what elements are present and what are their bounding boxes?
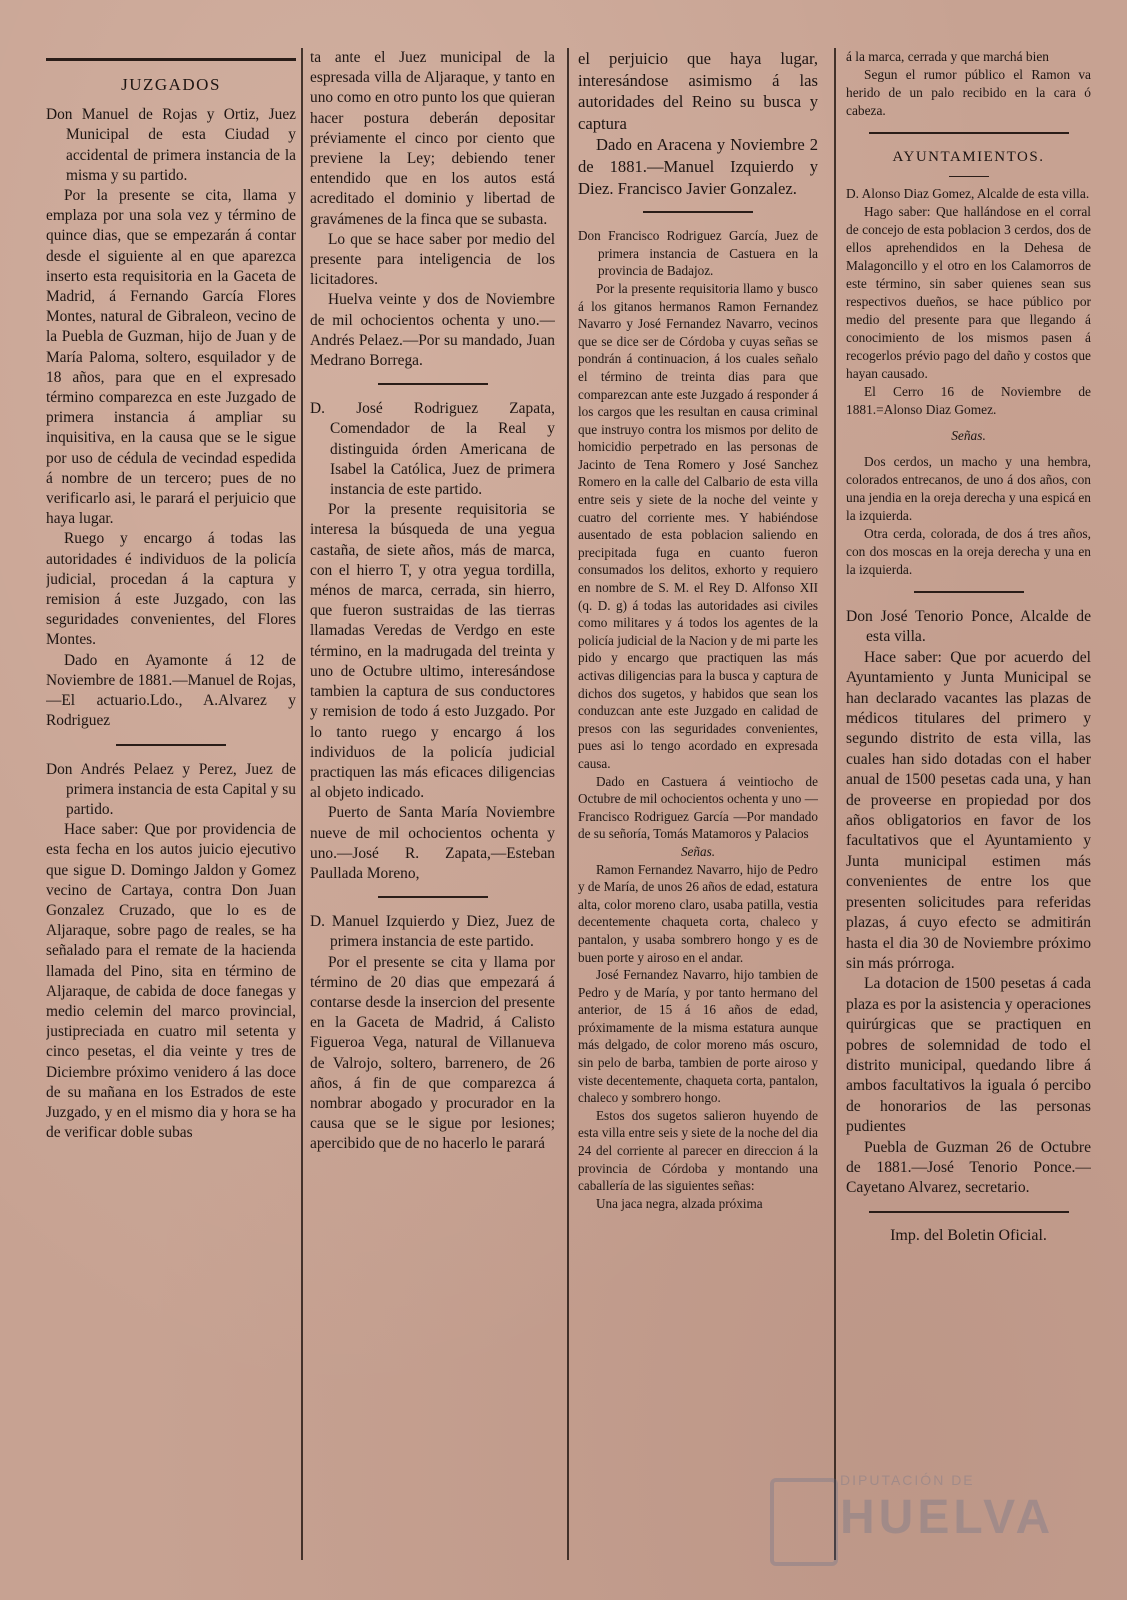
notice-paragraph: Estos dos sugetos salieron huyendo de esta villa entre seis y siete de la noche del dia 24 del corriente al parecer en direccion á la provincia de Córdoba y montando una caballería de las siguientes señas: [578,1107,818,1194]
notice-paragraph: José Fernandez Navarro, hijo tambien de Pedro y de María, y por tanto hermano del anterior, de 15 á 16 años de edad, próximamente de la misma estatura aunque más delgado, de color moreno más oscuro, sin pelo de barba, tambien de porte airoso y viste decentemente, chaqueta corta, pantalon, chaleco y sombrero hongo. [578,967,818,1106]
notice-header-text: D. José Rodriguez Zapata, Comendador de la Real y distinguida órden Americana de Isabel la Católica, Juez de primera instancia de este partido. [310,400,555,499]
notice-header-text: Don Andrés Pelaez y Perez, Juez de primera instancia de esta Capital y su partido. [46,760,296,818]
notice-paragraph: Ramon Fernandez Navarro, hijo de Pedro y de María, de unos 26 años de edad, estatura alta, color moreno claro, usaba patilla, vestia decentemente chaqueta corta, chaleco y pantalon, y usaba sombrero hongo y es de buen porte y airoso en el andar. [578,861,818,965]
imprint-line: Imp. del Boletin Oficial. [890,1226,1047,1244]
column-3 [578,48,818,1560]
column-2 [310,48,555,1560]
column-4 [846,48,1091,1560]
notice-paragraph: Segun el rumor público el Ramon va herido de un palo recibido en la cara ó cabeza. [846,67,1091,118]
notice-header [578,227,818,280]
separator-rule [378,896,488,898]
notice-signature: Dado en Ayamonte á 12 de Noviembre de 1881.—Manuel de Rojas,—El actuario.Ldo., A.Alvarez y Rodriguez [46,651,296,730]
senas-title: Señas. [680,843,716,859]
notice-header [310,912,555,952]
notice-header [310,399,555,500]
top-rule [46,58,296,61]
notice-paragraph: el perjuicio que haya lugar, interesándose asimismo á las autoridades del Reino su busca y captura [578,49,818,133]
notice-header [846,607,1091,648]
notice-paragraph: Hago saber: Que hallándose en el corral de concejo de esta poblacion 3 cerdos, dos de ellos aprehendidos en la Dehesa de Malagoncillo y el otro en los Calamorros de este término, sin saber quienes sean sus respectivos dueños, se hace público por medio del presente para que llegando á conocimiento de los mismos pasen á recogerlos prévio pago del daño y costos que hayan causado. [846,204,1091,381]
notice-signature: Dado en Aracena y Noviembre 2 de 1881.—Manuel Izquierdo y Diez. Francisco Javier Gonzalez. [578,135,818,198]
separator-rule [869,1211,1069,1213]
notice-paragraph: Por la presente requisitoria llamo y busco á los gitanos hermanos Ramon Fernandez Navarro y José Fernandez Navarro, vecinos que se dice ser de Córdoba y cuyas señas se pondrán á continuacion, á los cuales señalo el término de treinta dias para que comparezcan ante este Juzgado á responder á los cargos que les resultan en causa criminal que instruyo contra los mismos por delito de homicidio perpetrado en las personas de Jacinto de Tena Romero y José Sanchez Romero en la calle del Calbario de esta villa entre seis y siete de la noche del veinte y cuatro del corriente mes. Y habiéndose ausentado de esta poblacion saliendo en precipitada fuga en cuanto fueron consumados los delitos, exhorto y requiero en nombre de S. M. el Rey D. Alfonso XII (q. D. g) á todas las autoridades asi civiles como militares y á todos los agentes de la policía judicial de la Nacion y de mi parte les pido y encargo que practiquen las más activas diligencias para la busca y captura de dichos dos sugetos, y habidos que sean los conduzcan ante este Juzgado en calidad de presos con las seguridades convenientes, pues asi lo tengo acordado en expresada causa. [578,280,818,771]
notice-paragraph: Hace saber: Que por acuerdo del Ayuntamiento y Junta Municipal se han declarado vacantes las plazas de médicos titulares del primero y segundo distrito de esta villa, las cuales han sido dotadas con el haber anual de 1500 pesetas cada una, y han de proveerse en propiedad por dos años obligatorios en favor de los facultativos que el Ayuntamiento y Junta municipal estimen más convenientes de entre los que presenten solicitudes para referidas plazas, á cuyo efecto se admitirán hasta el dia 30 de Noviembre próximo sin más prórroga. [846,648,1091,972]
notice-paragraph: La dotacion de 1500 pesetas á cada plaza es por la asistencia y operaciones quirúrgicas que se practiquen en pobres de solemnidad de todo el distrito municipal, quedando libre á ambos facultativos la iguala ó percibo de honorarios de las personas pudientes [846,975,1091,1136]
separator-rule [869,132,1069,134]
notice-header-text: Don Manuel de Rojas y Ortiz, Juez Municipal de esta Ciudad y accidental de primera instancia de la misma y su partido. [46,106,296,184]
senas-title: Señas. [951,428,986,443]
notice-paragraph: Dos cerdos, un macho y una hembra, colorados entrecanos, de uno á dos años, con una jendia en la oreja derecha y una espicá en la izquierda. [846,454,1091,523]
notice-paragraph: Por el presente se cita y llama por término de 20 dias que empezará á contarse desde la insercion del presente en la Gaceta de Madrid, á Calisto Figueroa Vega, natural de Villanueva de Valrojo, soltero, barrenero, de 26 años, á fin de que comparezca á nombrar abogado y procurador en la causa que se le sigue por lesiones; apercibido que de no hacerlo le parará [310,953,555,1153]
notice-signature: Huelva veinte y dos de Noviembre de mil ochocientos ochenta y uno.—Andrés Pelaez.—Por su mandado, Juan Medrano Borrega. [310,291,555,370]
notice-header [846,185,1091,203]
notice-paragraph: Otra cerda, colorada, de dos á tres años, con dos moscas en la oreja derecha y una en la izquierda. [846,526,1091,577]
watermark-text: HUELVA [840,1491,1055,1544]
notice-paragraph: Lo que se hace saber por medio del presente para inteligencia de los licitadores. [310,230,555,289]
separator-rule [949,176,989,177]
column-divider [834,48,836,1560]
archive-watermark [770,1468,1090,1568]
notice-header-text: Don Francisco Rodriguez García, Juez de primera instancia de Castuera en la provincia de Badajoz. [578,228,818,279]
separator-rule [643,211,753,213]
notice-header [46,760,296,821]
section-heading-ayuntamientos: AYUNTAMIENTOS. [892,149,1045,165]
notice-paragraph: Por la presente se cita, llama y emplaza por una sola vez y término de quince dias, que se empezarán á contar desde el siguiente al en que aparezca inserto esta requisitoria en la Gaceta de Madrid, á Fernando García Flores Montes, natural de Gibraleon, vecino de la Puebla de Guzman, hijo de Juan y de María Paloma, soltero, esquilador y de 18 años, para que en el expresado término comparezca en este Juzgado de primera instancia á ampliar su inquisitiva, en la causa que se le sigue por uso de cédula de vecindad espedida á nombre de un tercero; pues de no verificarlo asi, le parará el perjuicio que haya lugar. [46,187,296,528]
separator-rule [116,744,226,746]
notice-header-text: Don José Tenorio Ponce, Alcalde de esta villa. [846,608,1091,646]
notice-body [846,648,1091,1199]
column-1 [46,48,296,1560]
section-heading-juzgados: JUZGADOS [121,75,221,94]
notice-header-text: D. Alonso Diaz Gomez, Alcalde de esta villa. [846,186,1090,201]
column-divider [301,48,303,1560]
coat-of-arms-icon [770,1478,838,1566]
separator-rule [914,591,1024,593]
notice-paragraph: Ruego y encargo á todas las autoridades é individuos de la policía judicial, procedan á la captura y remision á este Juzgado, con las seguridades convenientes, del Flores Montes. [46,530,296,649]
notice-paragraph: Hace saber: Que por providencia de esta fecha en los autos juicio ejecutivo que sigue D. Domingo Jaldon y Gomez vecino de Cartaya, contra Don Juan Gonzalez Cruzado, que lo es de Aljaraque, sobre pago de reales, se ha señalado para el remate de la hacienda llamada del Pino, sita en término de Aljaraque, de cabida de doce fanegas y medio celemin del marco provincial, justipreciada en cuatro mil setenta y cinco pesetas, el dia veinte y tres de Diciembre próximo venidero á las doce de su mañana en los Estrados de este Juzgado, y en el mismo dia y hora se ha de verificar doble subas [46,821,296,1142]
notice-paragraph: á la marca, cerrada y que marchá bien [846,49,1049,64]
notice-header [46,105,296,186]
notice-header-text: D. Manuel Izquierdo y Diez, Juez de primera instancia de este partido. [310,913,555,951]
column-divider [567,48,569,1560]
notice-signature: Puebla de Guzman 26 de Octubre de 1881.—José Tenorio Ponce.—Cayetano Alvarez, secretario. [846,1138,1091,1197]
notice-signature: Dado en Castuera á veintiocho de Octubre de mil ochocientos ochenta y uno —Francisco Rodriguez García —Por mandado de su señoría, Tomás Matamoros y Palacios [578,773,818,842]
notice-paragraph: Una jaca negra, alzada próxima [596,1195,763,1211]
notice-paragraph: Por la presente requisitoria se interesa la búsqueda de una yegua castaña, de siete años, más de marca, con el hierro T, y otra yegua tordilla, ménos de marca, cerrada, sin hierro, que fueron sustraidas de las tierras llamadas Veredas de Verdgo en este término, en la madrugada del treinta y uno de Octubre ultimo, interesándose tambien la captura de sus conductores y remision de todo á esto Juzgado. Por lo tanto ruego y encargo á los individuos de la policía judicial practiquen las más eficaces diligencias al objeto indicado. [310,501,555,802]
separator-rule [378,383,488,385]
notice-signature: Puerto de Santa María Noviembre nueve de mil ochocientos ochenta y uno.—José R. Zapata,—Esteban Paullada Moreno, [310,804,555,882]
notice-signature: El Cerro 16 de Noviembre de 1881.=Alonso Diaz Gomez. [846,384,1091,417]
watermark-subtitle: DIPUTACIÓN DE [840,1472,975,1488]
notice-paragraph: ta ante el Juez municipal de la espresada villa de Aljaraque, y tanto en uno como en otro punto los que quieran hacer postura deberán depositar préviamente el cinco por ciento que previene la Ley; debiendo tener entendido que en los autos está acreditado el dominio y libertad de gravámenes de la finca que se subasta. [310,49,555,228]
